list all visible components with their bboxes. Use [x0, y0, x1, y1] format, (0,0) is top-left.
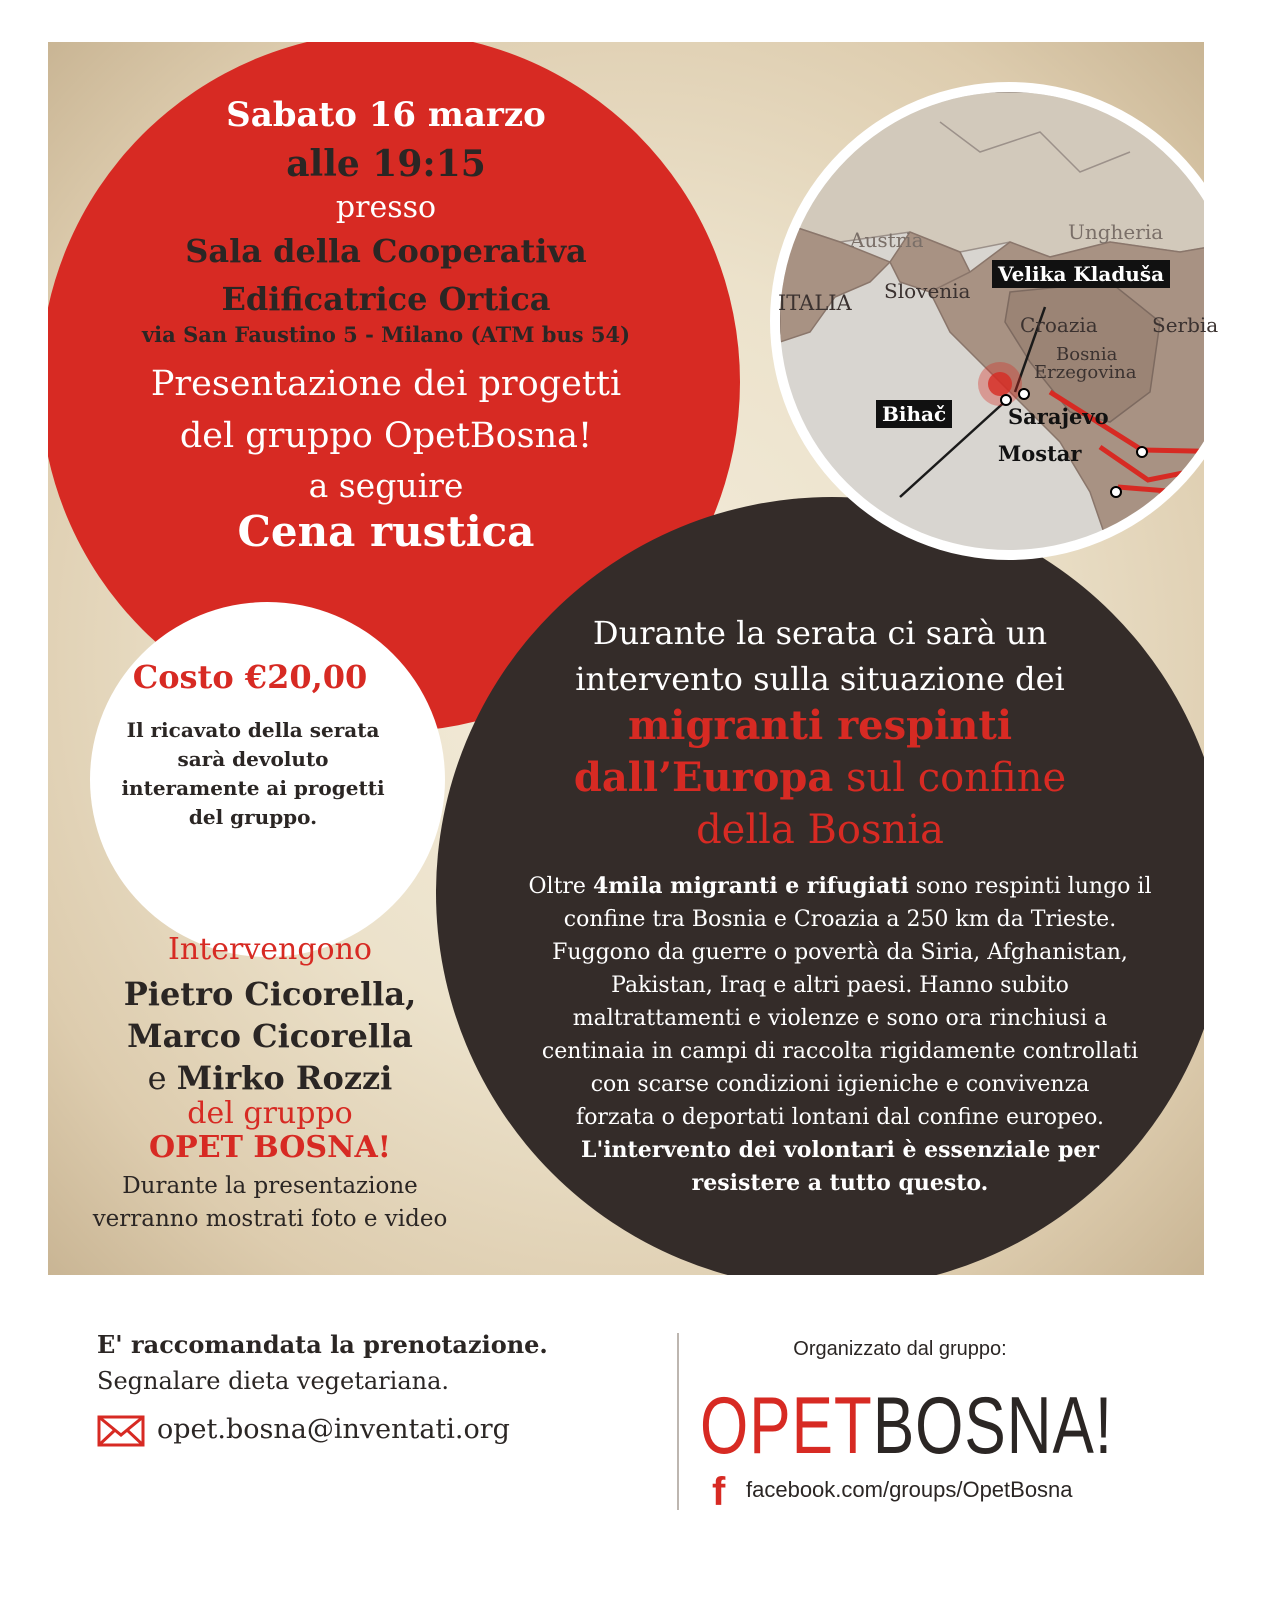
speakers-intro: Intervengono	[168, 932, 372, 967]
event-date: Sabato 16 marzo	[226, 95, 546, 135]
talk-body-6: centinaia in campi di raccolta rigidamente controllati	[541, 1039, 1139, 1064]
event-venue-1: Sala della Cooperativa	[185, 232, 587, 270]
speaker-conj: e	[147, 1059, 177, 1097]
speakers-names	[90, 973, 450, 1099]
cost-note-2: sarà devoluto	[177, 747, 329, 771]
map-city-sarajevo: Sarajevo	[1008, 404, 1109, 429]
talk-body-10: resistere a tutto questo.	[691, 1170, 989, 1196]
map-label-italia: ITALIA	[778, 291, 852, 315]
talk-highlight-2: dall’Europa	[573, 754, 834, 801]
talk-body-4: Pakistan, Iraq e altri paesi. Hanno subito	[611, 973, 1069, 998]
balkans-map	[780, 92, 1204, 550]
map-city-bihac: Bihač	[876, 400, 952, 428]
map-label-bosnia: Bosnia	[1056, 344, 1118, 365]
map-city-velika: Velika Kladuša	[992, 260, 1170, 288]
talk-body-8: forzata o deportati lontani dal confine europeo.	[576, 1105, 1104, 1130]
media-line-1: Durante la presentazione	[122, 1173, 418, 1199]
map-circle	[770, 82, 1204, 560]
event-time: alle 19:15	[286, 143, 486, 185]
map-label-austria: Austria	[850, 228, 924, 252]
talk-intro-2: intervento sulla situazione dei	[575, 660, 1065, 698]
cost-note-1: Il ricavato della serata	[126, 718, 380, 742]
media-line-2: verranno mostrati foto e video	[92, 1206, 448, 1232]
talk-body-2: confine tra Bosnia e Croazia a 250 km da Trieste.	[563, 907, 1117, 932]
speakers-group-1: del gruppo	[187, 1096, 353, 1131]
email-link[interactable]: opet.bosna@inventati.org	[157, 1414, 510, 1445]
talk-intro-1: Durante la serata ci sarà un	[592, 614, 1048, 652]
facebook-icon: f	[712, 1470, 726, 1514]
cost-note-3: interamente ai progetti	[121, 776, 385, 800]
talk-highlight-3: della Bosnia	[696, 807, 944, 853]
logo-part-b: BOSNA!	[872, 1381, 1114, 1471]
cost-note	[108, 716, 398, 832]
footer-divider	[677, 1333, 679, 1510]
map-label-slovenia: Slovenia	[884, 279, 971, 303]
opetbosna-logo	[700, 1380, 1114, 1472]
speaker-3: Mirko Rozzi	[176, 1059, 393, 1097]
event-presso: presso	[335, 190, 437, 225]
event-a-seguire: a seguire	[308, 466, 464, 505]
talk-highlight-2b: sul confine	[833, 755, 1067, 801]
talk-body-7: con scarse condizioni igieniche e convivenza	[590, 1072, 1090, 1097]
talk-body	[500, 870, 1180, 1200]
speaker-2: Marco Cicorella	[127, 1017, 413, 1055]
talk-body-9: L'intervento dei volontari è essenziale per	[581, 1137, 1099, 1163]
talk-highlight	[520, 700, 1120, 856]
map-label-erzegovina: Erzegovina	[1034, 362, 1137, 383]
map-label-croazia: Croazia	[1020, 313, 1098, 337]
talk-body-3: Fuggono da guerre o povertà da Siria, Afghanistan,	[552, 940, 1128, 965]
talk-highlight-1: migranti respinti	[627, 702, 1013, 749]
presentation-line-1: Presentazione dei progetti	[150, 364, 622, 404]
booking-note: E' raccomandata la prenotazione.	[97, 1330, 548, 1359]
event-address: via San Faustino 5 - Milano (ATM bus 54)	[141, 322, 631, 347]
event-venue-2: Edificatrice Ortica	[221, 280, 551, 318]
map-label-ungheria: Ungheria	[1068, 220, 1164, 244]
talk-body-1b: 4mila migranti e rifugiati	[592, 873, 909, 899]
event-presentation	[36, 358, 736, 462]
talk-intro	[540, 610, 1100, 702]
event-dinner: Cena rustica	[237, 507, 535, 556]
speakers-media	[70, 1170, 470, 1236]
logo-part-a: OPET	[700, 1381, 873, 1471]
presentation-line-2: del gruppo OpetBosna!	[179, 416, 593, 456]
talk-body-1c: sono respinti lungo il	[908, 874, 1152, 899]
map-city-mostar: Mostar	[998, 441, 1082, 466]
mail-icon	[97, 1415, 145, 1447]
cost-note-4: del gruppo.	[188, 805, 318, 829]
talk-body-1a: Oltre	[528, 874, 593, 899]
map-label-serbia: Serbia	[1152, 313, 1219, 337]
speaker-1: Pietro Cicorella,	[123, 975, 417, 1013]
talk-body-5: maltrattamenti e violenze e sono ora rinchiusi a	[572, 1006, 1108, 1031]
cost-label: Costo €20,00	[132, 658, 368, 696]
diet-note: Segnalare dieta vegetariana.	[97, 1367, 450, 1395]
facebook-link[interactable]: facebook.com/groups/OpetBosna	[746, 1477, 1073, 1502]
organized-by: Organizzato dal gruppo:	[793, 1338, 1007, 1360]
speakers-group-2: OPET BOSNA!	[149, 1130, 391, 1165]
